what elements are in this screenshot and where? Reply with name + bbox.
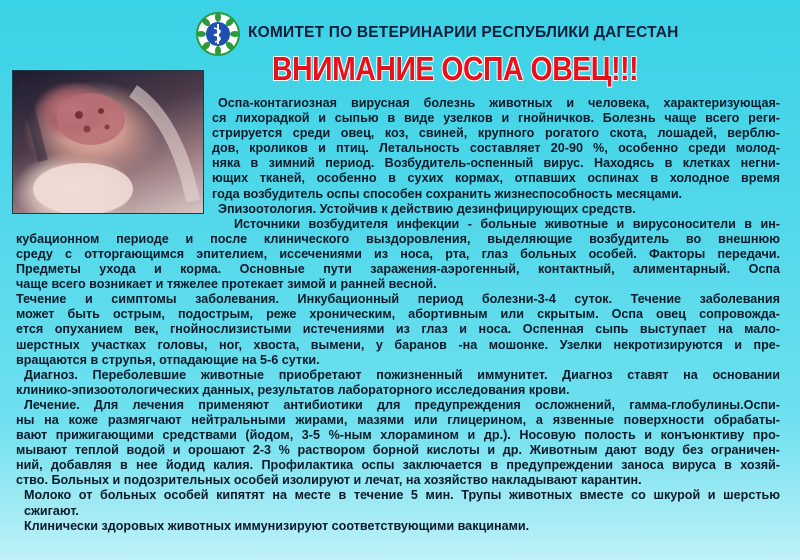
- page-title: ВНИМАНИЕ ОСПА ОВЕЦ!!!: [272, 50, 639, 87]
- paragraph-line: няка в зимний период. Возбудитель-оспенный вирус. Находясь в клетках негни-: [212, 156, 780, 171]
- paragraph-line: года возбудитель оспы способен сохранить жизнеспособность месяцами.: [212, 186, 683, 201]
- paragraph-line: Источники возбудителя инфекции - больные животные и вирусоносители в ин-: [234, 216, 780, 231]
- paragraph-line: вращаются в струпья, отпадающие на 5-6 сутки.: [16, 352, 320, 367]
- paragraph-line: ний, добавляя в нее йодид калия. Профилактика оспы заключается в предупреждении заноса вируса в хозяй-: [16, 458, 780, 473]
- paragraph-line: мывают теплой водой и орошают 2-3 % раствором борной кислоты и др. Животным дают воду без ограничен-: [16, 443, 780, 458]
- paragraph-line: среду с отторгающимся эпителием, иссечениями из носа, рта, глаз больных особей. Факторы передачи.: [16, 246, 780, 261]
- paragraph-line: чаще всего возникает и тяжелее протекает зимой и ранней весной.: [16, 277, 437, 292]
- paragraph-line: сжигают.: [24, 503, 79, 518]
- section-symptoms: Течение и симптомы заболевания. Инкубационный период болезни-3-4 суток. Течение заболевания: [16, 292, 780, 307]
- section-epizootology: Эпизоотология. Устойчив к действию дезинфицирующих средств.: [218, 201, 636, 216]
- committee-name: КОМИТЕТ ПО ВЕТЕРИНАРИИ РЕСПУБЛИКИ ДАГЕСТАН: [248, 24, 679, 41]
- paragraph-line: стрируется среди овец, коз, свиней, крупного рогатого скота, лошадей, верблю-: [212, 126, 780, 141]
- paragraph-line: шерстных участках головы, ног, хвоста, вымени, у баранов -на мошонке. Узелки некротизируются и пре-: [16, 337, 780, 352]
- paragraph-line: ся лихорадкой и сыпью в виде узелков и гнойничков. Болезнь чаще всего реги-: [212, 111, 780, 126]
- paragraph-line: Оспа-контагиозная вирусная болезнь животных и человека, характеризующая-: [218, 96, 780, 110]
- paragraph-line: ны на коже размягчают нейтральными жирами, мазями или глицерином, а язвенные поверхности обрабаты-: [16, 412, 780, 427]
- paragraph-line: клинико-эпизоотологических данных, результатов лабораторного исследования крови.: [16, 382, 570, 397]
- paragraph-line: Клинически здоровых животных иммунизируют соответствующими вакцинами.: [24, 518, 530, 533]
- paragraph-line: ющих тканей, особенно в сухих кормах, отпавших оспинах в холодное время: [212, 171, 780, 186]
- paragraph-line: дов, кроликов и птиц. Летальность составляет 20-90 %, особенно среди молод-: [212, 141, 780, 156]
- paragraph-line: ство. Больных и подозрительных особей изолируют и лечат, на хозяйство накладывают карантин.: [16, 473, 642, 488]
- paragraph-line: Предметы ухода и корма. Основные пути заражения-аэрогенный, контактный, алиментарный. Оспа: [16, 262, 780, 277]
- article-body: [16, 96, 780, 534]
- paragraph-line: вают прижигающими средствами (йодом, 3-5 %-ным хлорамином и др.). Носовую полость и конъюнктиву про-: [16, 428, 780, 443]
- paragraph-line: кубационном периоде и после клинического выздоровления, выделяющие возбудитель во внешнюю: [16, 231, 780, 246]
- paragraph-line: Молоко от больных особей кипятят на месте в течение 5 мин. Трупы животных вместе со шкурой и шерстью: [24, 488, 780, 503]
- veterinary-emblem-icon: [196, 12, 240, 56]
- section-diagnosis: Диагноз. Переболевшие животные приобретают пожизненный иммунитет. Диагноз ставят на основании: [24, 367, 780, 382]
- paragraph-line: может быть острым, подострым, реже хроническим, абортивным или скрытым. Оспа овец сопровожда-: [16, 307, 780, 322]
- section-treatment: Лечение. Для лечения применяют антибиотики для предупреждения осложнений, гамма-глобулины.Оспи-: [24, 397, 780, 412]
- paragraph-line: ется опуханием век, гнойнослизистыми истечениями из глаз и носа. Оспенная сыпь выступает на мало-: [16, 322, 780, 337]
